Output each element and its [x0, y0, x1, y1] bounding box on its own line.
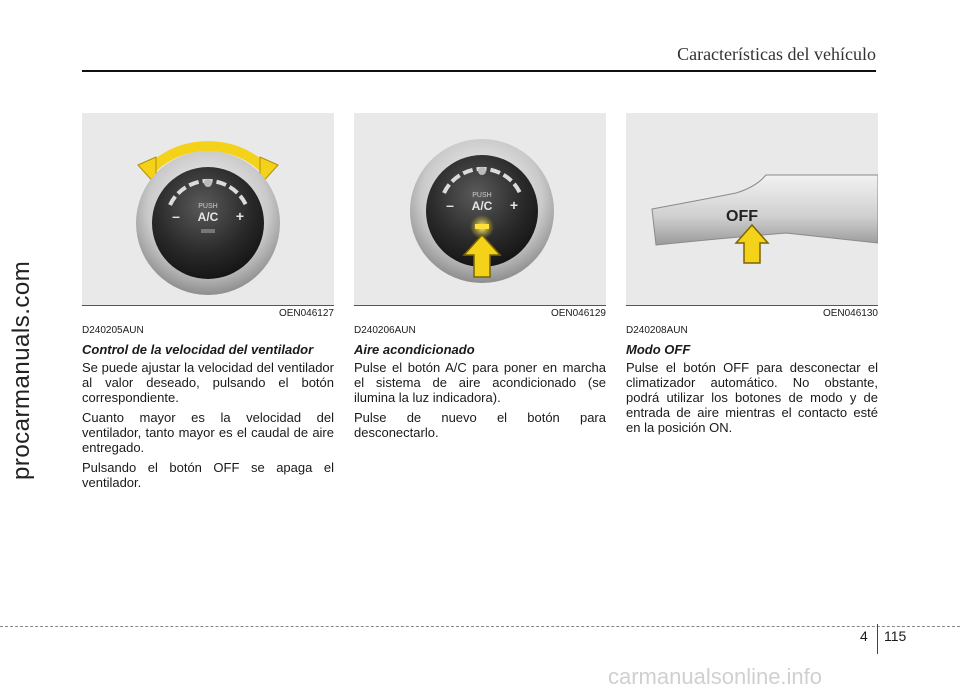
paragraph: Pulse el botón A/C para poner en marcha el sistema de aire acondicionado (se ilumina la luz indicadora).: [354, 360, 606, 405]
section-title: Modo OFF: [626, 342, 691, 357]
section-code: D240208AUN: [626, 325, 688, 336]
bottom-watermark: carmanualsonline.info: [608, 664, 823, 689]
column-fan-speed: [82, 113, 334, 495]
knob-ac-label: A/C: [471, 199, 493, 213]
indicator-off: [201, 229, 215, 233]
off-button-label: OFF: [726, 208, 758, 225]
figure-rule: [354, 305, 606, 306]
off-button-shape: [652, 175, 878, 245]
figure-rule: [626, 305, 878, 306]
footer-rule: [0, 626, 960, 627]
figure-code: OEN046127: [278, 308, 334, 319]
paragraph: Se puede ajustar la velocidad del ventilador al valor deseado, pulsando el botón correspondiente.: [82, 360, 334, 405]
side-watermark: procarmanuals.com: [8, 260, 35, 480]
header-rule: [82, 70, 876, 72]
figure-rule: [82, 305, 334, 306]
figure-code: OEN046130: [822, 308, 878, 319]
paragraph: Pulse el botón OFF para desconectar el climatizador automático. No obstante, podrá utilizar los botones de modo y de entrada de aire mientras el contacto esté en la posición ON.: [626, 360, 878, 435]
figure-code: OEN046129: [550, 308, 606, 319]
page-number: 115: [884, 628, 907, 644]
section-code: D240205AUN: [82, 325, 144, 336]
page-header-title: Características del vehículo: [677, 44, 876, 64]
indicator-on: [475, 224, 489, 229]
paragraph: Pulse de nuevo el botón para desconectarlo.: [354, 410, 606, 440]
knob-plus-label: +: [509, 197, 519, 213]
knob-push-label: PUSH: [198, 203, 218, 210]
figure-fan-knob: [82, 113, 334, 305]
figure-ac-knob: [354, 113, 606, 305]
paragraph: Cuanto mayor es la velocidad del ventilador, tanto mayor es el caudal de aire entregado.: [82, 410, 334, 455]
knob-ac-label: A/C: [197, 210, 219, 224]
paragraph: Pulsando el botón OFF se apaga el ventilador.: [82, 460, 334, 490]
chapter-number: 4: [860, 628, 868, 644]
section-code: D240206AUN: [354, 325, 416, 336]
knob-minus-label: –: [446, 197, 454, 213]
knob-push-label: PUSH: [472, 192, 492, 199]
figure-off-button: [626, 113, 878, 305]
knob-minus-label: –: [172, 208, 180, 224]
column-off-mode: [626, 113, 878, 440]
footer-separator: [877, 624, 878, 654]
knob-plus-label: +: [235, 208, 245, 224]
column-air-conditioning: [354, 113, 606, 445]
section-title: Aire acondicionado: [354, 342, 475, 357]
section-title: Control de la velocidad del ventilador: [82, 342, 314, 357]
